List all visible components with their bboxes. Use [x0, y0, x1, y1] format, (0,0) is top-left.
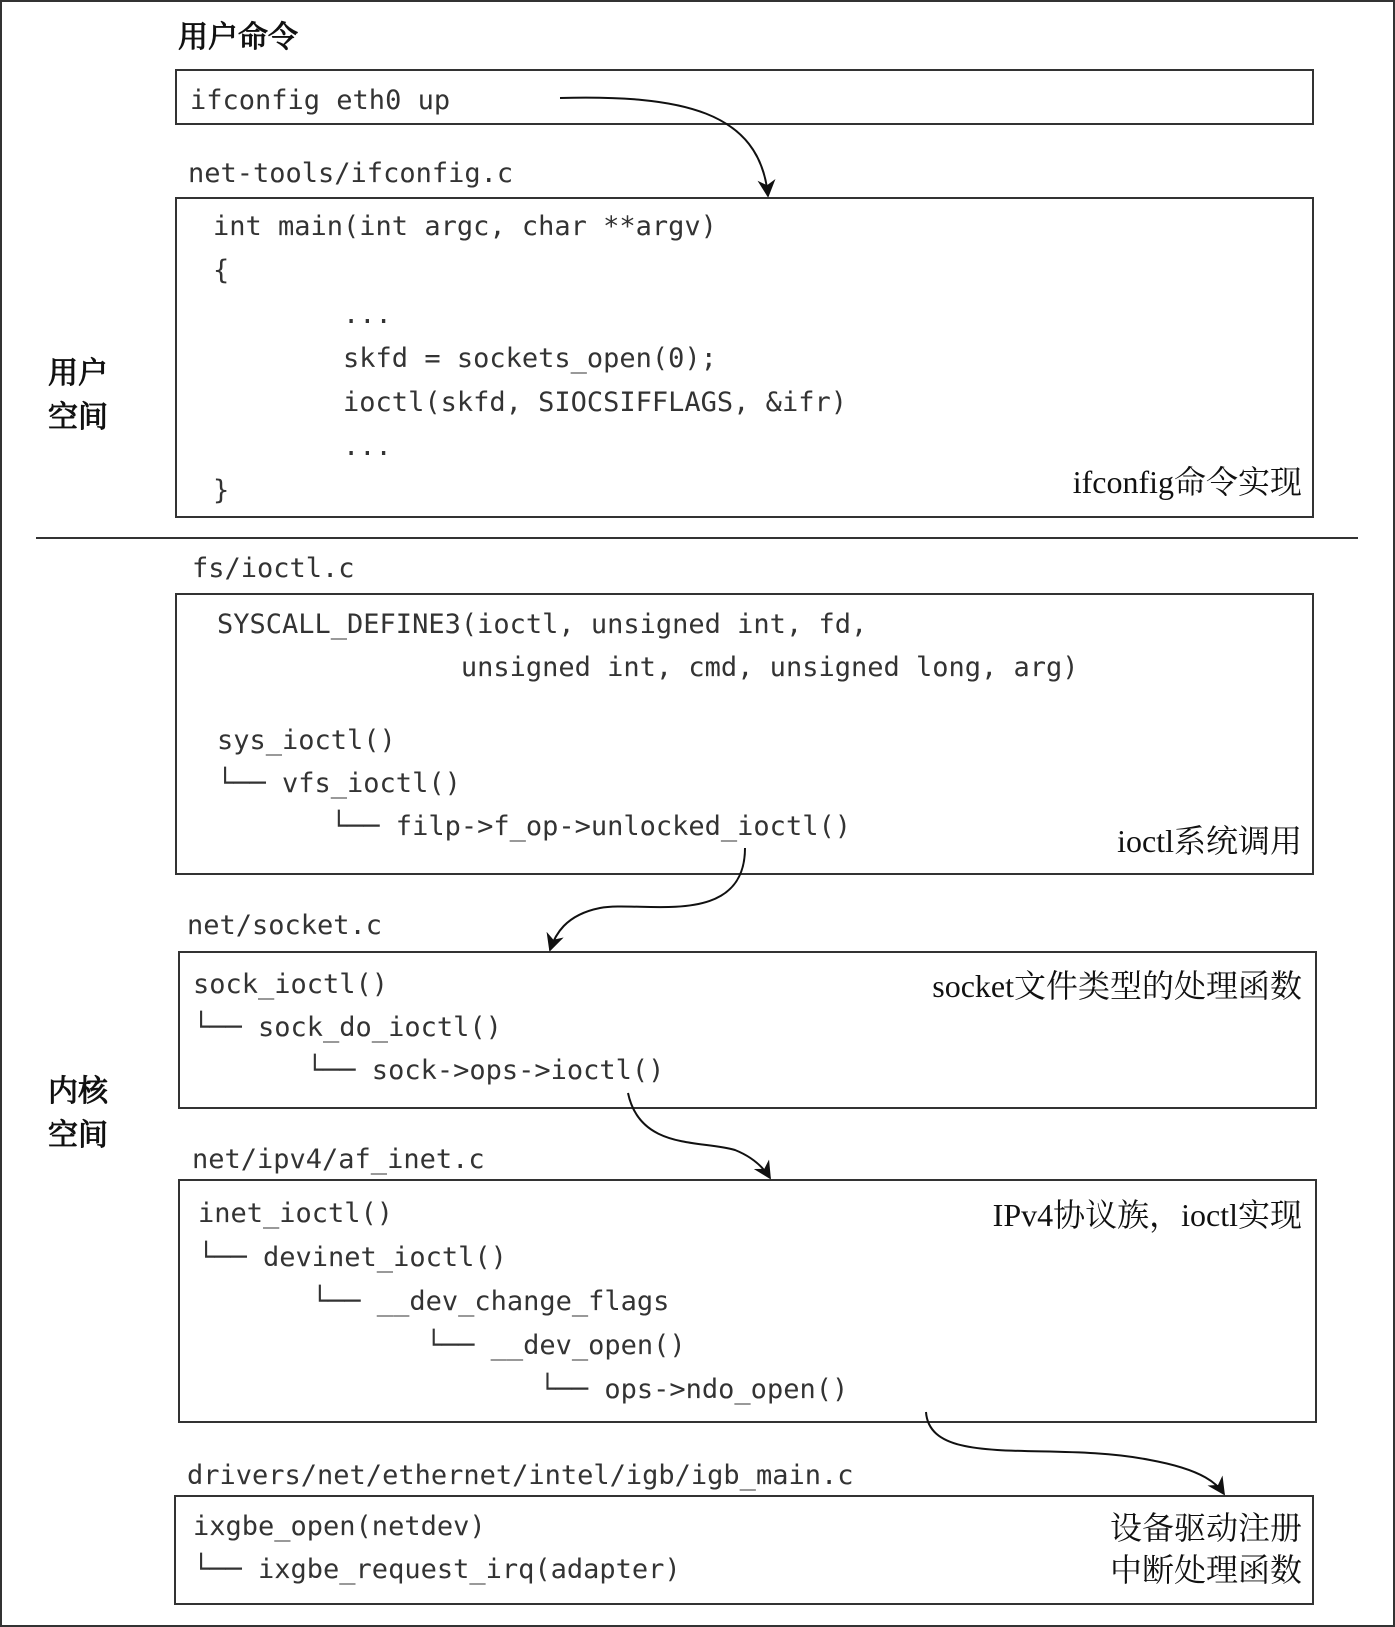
code-line: └── devinet_ioctl() — [198, 1242, 507, 1273]
code-line: int main(int argc, char **argv) — [213, 211, 717, 242]
code-line: { — [213, 255, 230, 286]
code-line: └── ops->ndo_open() — [198, 1374, 849, 1405]
caption-inet: IPv4协议族，ioctl实现 — [992, 1197, 1302, 1233]
code-line: ixgbe_open(netdev) — [193, 1511, 486, 1542]
kernel-space-label — [48, 1070, 108, 1157]
code-line: ... — [213, 431, 392, 462]
file-label-ifconfig: net-tools/ifconfig.c — [188, 158, 514, 189]
user-kernel-divider — [36, 537, 1358, 539]
code-line: sys_ioctl() — [217, 725, 396, 756]
code-line: └── filp->f_op->unlocked_ioctl() — [217, 811, 851, 842]
caption-ifconfig: ifconfig命令实现 — [1072, 464, 1302, 500]
code-line: unsigned int, cmd, unsigned long, arg) — [217, 652, 1079, 683]
file-label-ioctl: fs/ioctl.c — [192, 553, 355, 584]
caption-syscall: ioctl系统调用 — [1117, 823, 1302, 859]
kernel-space-label-line-2: 空间 — [48, 1117, 108, 1153]
code-line: } — [213, 475, 230, 506]
code-line: └── sock_do_ioctl() — [193, 1012, 502, 1043]
command-line: ifconfig eth0 up — [190, 85, 451, 116]
caption-socket: socket文件类型的处理函数 — [932, 968, 1302, 1004]
code-line: ... — [213, 299, 392, 330]
caption-driver-line-1: 设备驱动注册 — [1109, 1510, 1302, 1546]
code-line: └── __dev_change_flags — [198, 1286, 670, 1317]
file-label-socket: net/socket.c — [187, 910, 383, 941]
code-line: └── sock->ops->ioctl() — [193, 1055, 665, 1086]
caption-driver-line-2: 中断处理函数 — [1109, 1552, 1302, 1588]
code-line: SYSCALL_DEFINE3(ioctl, unsigned int, fd, — [217, 609, 868, 640]
code-line: └── vfs_ioctl() — [217, 768, 461, 799]
code-line: └── __dev_open() — [198, 1330, 686, 1361]
code-line: ioctl(skfd, SIOCSIFFLAGS, &ifr) — [213, 387, 847, 418]
code-line: sock_ioctl() — [193, 969, 389, 1000]
code-line: skfd = sockets_open(0); — [213, 343, 717, 374]
code-line: inet_ioctl() — [198, 1198, 394, 1229]
user-space-label-line-2: 空间 — [48, 399, 108, 435]
kernel-space-label-line-1: 内核 — [48, 1074, 108, 1109]
user-command-label: 用户命令 — [178, 20, 298, 55]
file-label-driver: drivers/net/ethernet/intel/igb/igb_main.c — [187, 1460, 854, 1491]
code-line: └── ixgbe_request_irq(adapter) — [193, 1554, 681, 1585]
file-label-inet: net/ipv4/af_inet.c — [192, 1144, 485, 1175]
user-space-label-line-1: 用户 — [48, 356, 108, 391]
user-space-label — [48, 352, 108, 439]
